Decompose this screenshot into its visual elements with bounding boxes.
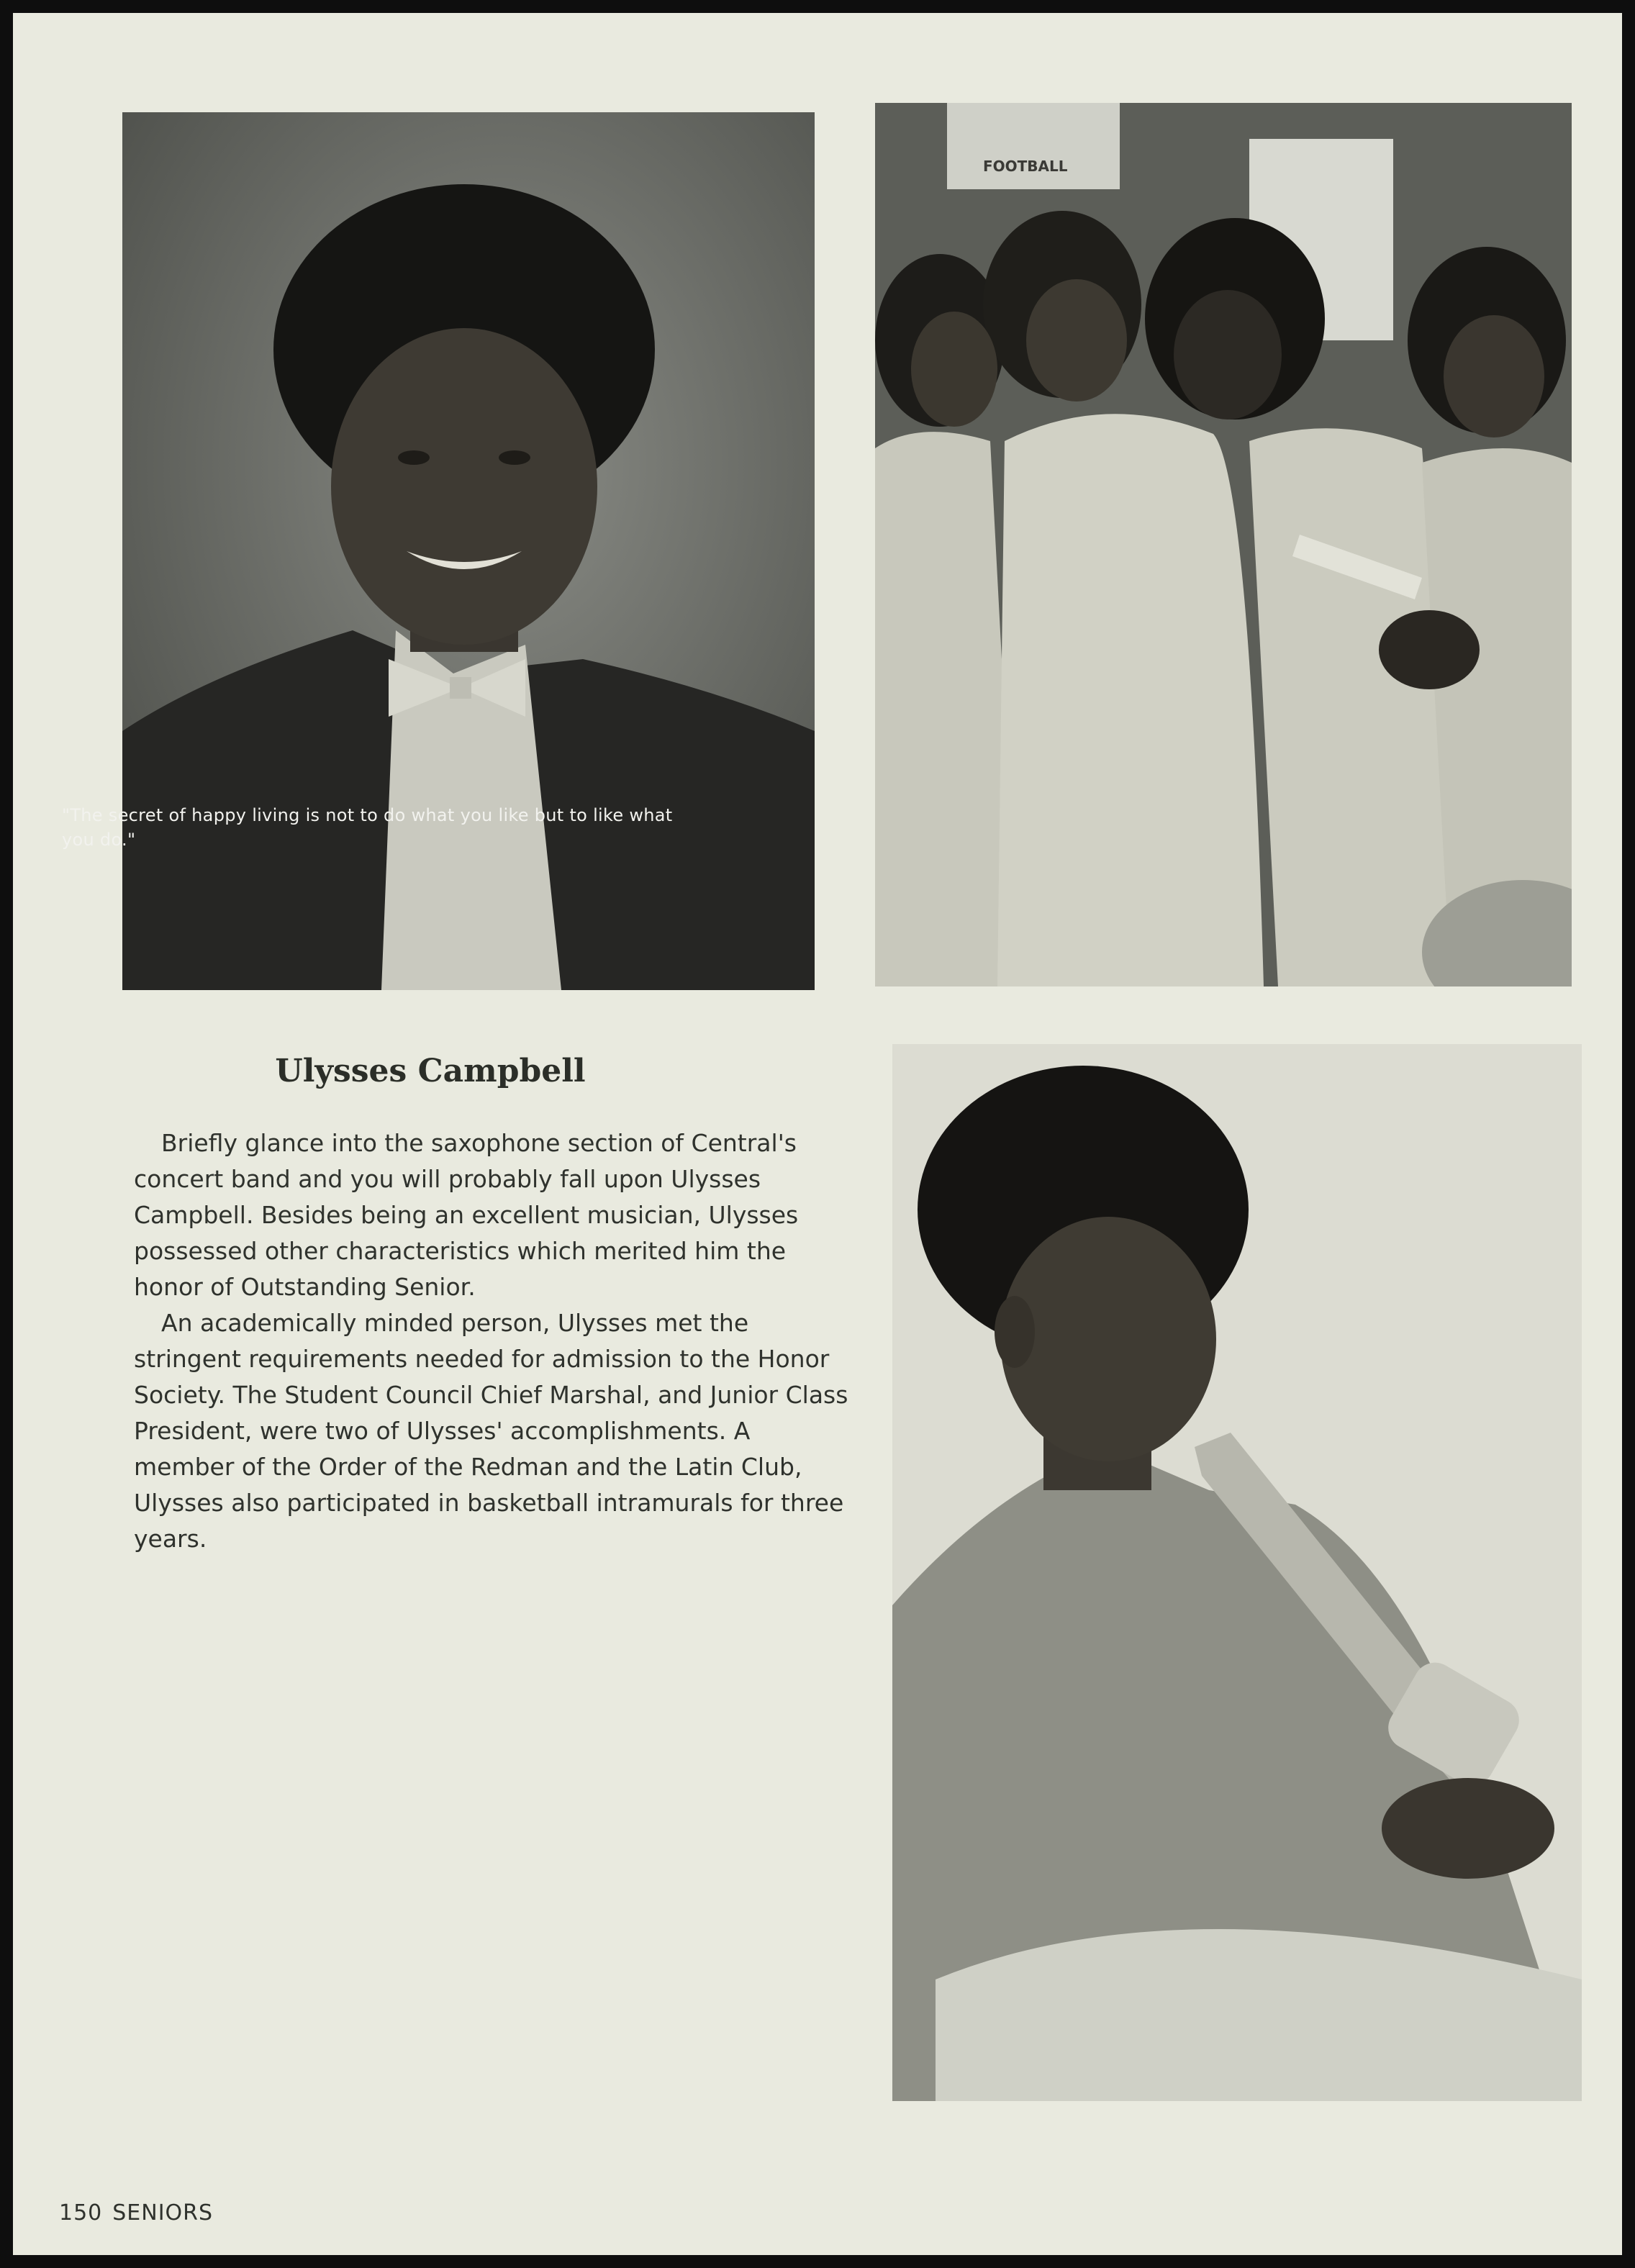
saxophone-photo	[892, 1044, 1582, 2101]
portrait-quote-caption: "The secret of happy living is not to do what you like but to like what you do."	[62, 805, 673, 850]
page-number: 150	[59, 2200, 103, 2226]
group-photo	[875, 103, 1572, 986]
bio-paragraph-2: An academically minded person, Ulysses met the stringent requirements needed for admission to the Honor Society. The Student Council Chief Marshal, and Junior Class President, were two of Ulysses' accomplishments. A member of the Order of the Redman and the Latin Club, Ulysses also participated in basketball intramurals for three years.	[134, 1309, 848, 1553]
profile-body	[134, 1125, 853, 1557]
yearbook-page	[13, 13, 1622, 2255]
page-folio	[59, 2200, 223, 2226]
sign-text: FOOTBALL	[983, 158, 1068, 175]
section-label: SENIORS	[112, 2200, 214, 2226]
student-name-heading: Ulysses Campbell	[275, 1053, 586, 1089]
senior-portrait-photo	[122, 112, 815, 990]
bio-paragraph-1: Briefly glance into the saxophone section of Central's concert band and you will probably fall upon Ulysses Campbell. Besides being an excellent musician, Ulysses possessed other characteristics which merited him the honor of Outstanding Senior.	[134, 1129, 799, 1301]
